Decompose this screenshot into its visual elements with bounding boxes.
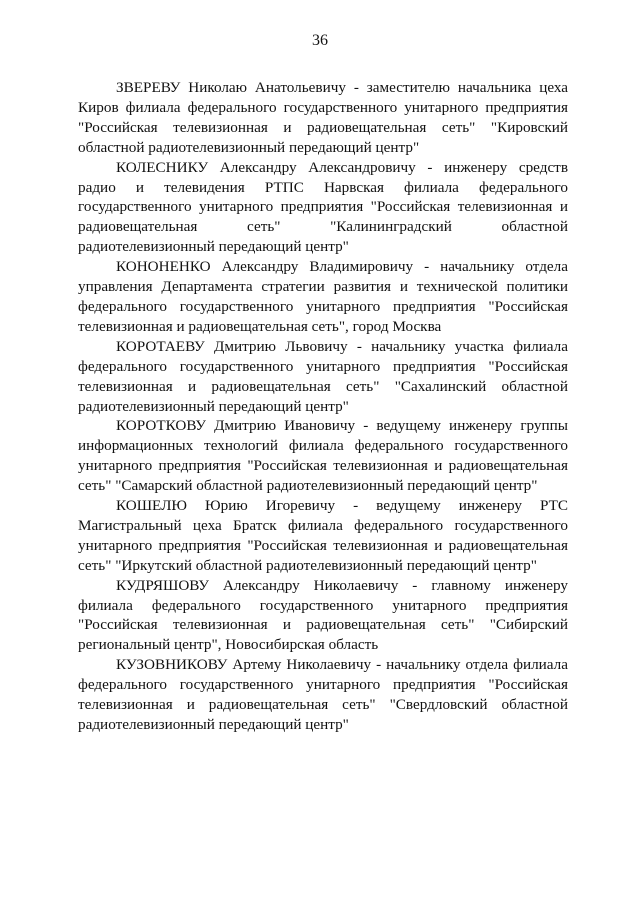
award-list [78, 78, 568, 735]
award-entry-kudryashov: КУДРЯШОВУ Александру Николаевичу - главному инженеру филиала федерального государственного унитарного предприятия "Российская телевизионная и радиовещательная сеть" "Сибирский региональный центр", Новосибирская область [78, 576, 568, 654]
award-entry-korotaev: КОРОТАЕВУ Дмитрию Львовичу - начальнику участка филиала федерального государственного унитарного предприятия "Российская телевизионная и радиовещательная сеть" "Сахалинский областной радиотелевизионный передающий центр" [78, 337, 568, 415]
award-entry-zverev: ЗВЕРЕВУ Николаю Анатольевичу - заместителю начальника цеха Киров филиала федерального государственного унитарного предприятия "Российская телевизионная и радиовещательная сеть" "Кировский областной радиотелевизионный передающий центр" [78, 79, 568, 156]
award-entry-koshel: КОШЕЛЮ Юрию Игоревичу - ведущему инженеру РТС Магистральный цеха Братск филиала федерального государственного унитарного предприятия "Российская телевизионная и радиовещательная сеть" "Иркутский областной радиотелевизионный передающий центр" [78, 497, 568, 574]
award-entry-kolesnik: КОЛЕСНИКУ Александру Александровичу - инженеру средств радио и телевидения РТПС Нарвская филиала федерального государственного унитарного предприятия "Российская телевизионная и радиовещательная сеть" "Калининградский областной радиотелевизионный передающий центр" [78, 158, 568, 256]
award-entry-korotkov: КОРОТКОВУ Дмитрию Ивановичу - ведущему инженеру группы информационных технологий филиала федерального государственного унитарного предприятия "Российская телевизионная и радиовещательная сеть" "Самарский областной радиотелевизионный передающий центр" [78, 417, 568, 495]
award-entry-kononenko: КОНОНЕНКО Александру Владимировичу - начальнику отдела управления Департамента стратегии развития и технической политики федерального государственного унитарного предприятия "Российская телевизионная и радиовещательная сеть", город Москва [78, 258, 568, 335]
page-number: 36 [312, 32, 328, 49]
award-entry-kuzovnikov: КУЗОВНИКОВУ Артему Николаевичу - начальнику отдела филиала федерального государственного унитарного предприятия "Российская телевизионная и радиовещательная сеть" "Свердловский областной радиотелевизионный передающий центр" [78, 656, 568, 733]
